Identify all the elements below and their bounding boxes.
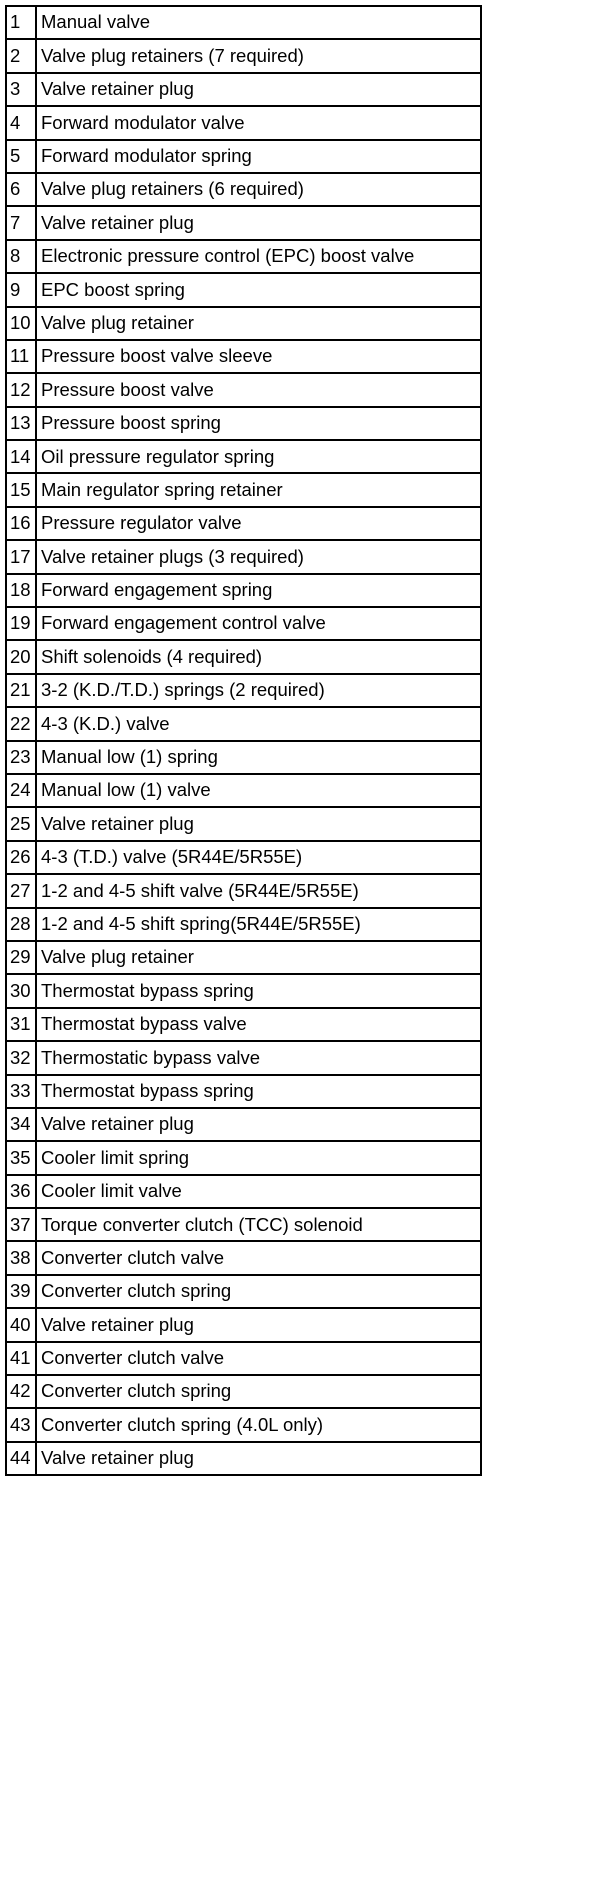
item-description: 4-3 (K.D.) valve: [36, 707, 481, 740]
item-description: Converter clutch spring (4.0L only): [36, 1408, 481, 1441]
table-row: [6, 1375, 481, 1408]
table-row: [6, 73, 481, 106]
item-description: Forward modulator spring: [36, 140, 481, 173]
item-number: 35: [6, 1141, 36, 1174]
item-description: Oil pressure regulator spring: [36, 440, 481, 473]
item-number: 12: [6, 373, 36, 406]
table-row: [6, 1208, 481, 1241]
table-row: [6, 774, 481, 807]
item-description: Cooler limit spring: [36, 1141, 481, 1174]
item-description: Thermostatic bypass valve: [36, 1041, 481, 1074]
parts-table-body: [6, 6, 481, 1475]
item-number: 32: [6, 1041, 36, 1074]
table-row: [6, 340, 481, 373]
table-row: [6, 974, 481, 1007]
item-number: 31: [6, 1008, 36, 1041]
table-row: [6, 1241, 481, 1274]
item-description: Main regulator spring retainer: [36, 473, 481, 506]
table-row: [6, 6, 481, 39]
item-number: 13: [6, 407, 36, 440]
parts-table: [5, 5, 482, 1476]
item-number: 33: [6, 1075, 36, 1108]
item-number: 30: [6, 974, 36, 1007]
table-row: [6, 507, 481, 540]
item-number: 41: [6, 1342, 36, 1375]
item-number: 7: [6, 206, 36, 239]
item-description: 1-2 and 4-5 shift valve (5R44E/5R55E): [36, 874, 481, 907]
item-number: 37: [6, 1208, 36, 1241]
item-number: 23: [6, 741, 36, 774]
table-row: [6, 240, 481, 273]
item-number: 26: [6, 841, 36, 874]
item-description: Electronic pressure control (EPC) boost valve: [36, 240, 481, 273]
item-description: 3-2 (K.D./T.D.) springs (2 required): [36, 674, 481, 707]
item-description: Valve retainer plug: [36, 73, 481, 106]
item-number: 38: [6, 1241, 36, 1274]
item-description: Thermostat bypass spring: [36, 974, 481, 1007]
table-row: [6, 607, 481, 640]
table-row: [6, 874, 481, 907]
table-row: [6, 1108, 481, 1141]
table-row: [6, 1342, 481, 1375]
table-row: [6, 1408, 481, 1441]
item-description: Valve retainer plug: [36, 1442, 481, 1475]
table-row: [6, 39, 481, 72]
table-row: [6, 206, 481, 239]
item-number: 6: [6, 173, 36, 206]
item-number: 25: [6, 807, 36, 840]
item-number: 11: [6, 340, 36, 373]
table-row: [6, 1008, 481, 1041]
item-description: Valve plug retainer: [36, 941, 481, 974]
table-row: [6, 307, 481, 340]
item-description: Valve retainer plug: [36, 807, 481, 840]
item-number: 27: [6, 874, 36, 907]
table-row: [6, 707, 481, 740]
item-number: 24: [6, 774, 36, 807]
item-description: Converter clutch valve: [36, 1241, 481, 1274]
item-description: Converter clutch valve: [36, 1342, 481, 1375]
table-row: [6, 140, 481, 173]
item-number: 43: [6, 1408, 36, 1441]
item-description: Shift solenoids (4 required): [36, 640, 481, 673]
item-description: Valve retainer plug: [36, 206, 481, 239]
item-number: 19: [6, 607, 36, 640]
item-description: Pressure boost valve: [36, 373, 481, 406]
item-description: Cooler limit valve: [36, 1175, 481, 1208]
item-description: 1-2 and 4-5 shift spring(5R44E/5R55E): [36, 908, 481, 941]
item-description: EPC boost spring: [36, 273, 481, 306]
item-number: 5: [6, 140, 36, 173]
table-row: [6, 1175, 481, 1208]
item-number: 4: [6, 106, 36, 139]
table-row: [6, 407, 481, 440]
item-number: 44: [6, 1442, 36, 1475]
item-description: Valve retainer plug: [36, 1108, 481, 1141]
item-number: 20: [6, 640, 36, 673]
item-description: Valve retainer plug: [36, 1308, 481, 1341]
item-description: Valve retainer plugs (3 required): [36, 540, 481, 573]
item-number: 40: [6, 1308, 36, 1341]
table-row: [6, 1442, 481, 1475]
item-description: Pressure regulator valve: [36, 507, 481, 540]
table-row: [6, 1141, 481, 1174]
item-number: 17: [6, 540, 36, 573]
table-row: [6, 473, 481, 506]
item-description: Converter clutch spring: [36, 1275, 481, 1308]
table-row: [6, 574, 481, 607]
item-description: Manual valve: [36, 6, 481, 39]
table-row: [6, 440, 481, 473]
table-row: [6, 1075, 481, 1108]
table-row: [6, 908, 481, 941]
table-row: [6, 540, 481, 573]
item-description: Forward engagement control valve: [36, 607, 481, 640]
table-row: [6, 841, 481, 874]
table-row: [6, 273, 481, 306]
table-row: [6, 373, 481, 406]
item-number: 42: [6, 1375, 36, 1408]
item-number: 18: [6, 574, 36, 607]
item-number: 16: [6, 507, 36, 540]
item-number: 39: [6, 1275, 36, 1308]
item-number: 22: [6, 707, 36, 740]
table-row: [6, 640, 481, 673]
table-row: [6, 1308, 481, 1341]
item-number: 28: [6, 908, 36, 941]
item-description: Manual low (1) spring: [36, 741, 481, 774]
item-number: 15: [6, 473, 36, 506]
table-row: [6, 941, 481, 974]
item-number: 21: [6, 674, 36, 707]
item-description: Thermostat bypass valve: [36, 1008, 481, 1041]
item-number: 36: [6, 1175, 36, 1208]
item-description: Converter clutch spring: [36, 1375, 481, 1408]
item-number: 10: [6, 307, 36, 340]
table-row: [6, 674, 481, 707]
item-description: Forward engagement spring: [36, 574, 481, 607]
item-number: 1: [6, 6, 36, 39]
table-row: [6, 173, 481, 206]
item-number: 9: [6, 273, 36, 306]
item-description: Valve plug retainers (6 required): [36, 173, 481, 206]
item-number: 3: [6, 73, 36, 106]
item-description: Thermostat bypass spring: [36, 1075, 481, 1108]
item-description: Forward modulator valve: [36, 106, 481, 139]
table-row: [6, 1041, 481, 1074]
item-description: Pressure boost valve sleeve: [36, 340, 481, 373]
item-number: 29: [6, 941, 36, 974]
item-description: 4-3 (T.D.) valve (5R44E/5R55E): [36, 841, 481, 874]
table-row: [6, 106, 481, 139]
item-number: 34: [6, 1108, 36, 1141]
item-description: Manual low (1) valve: [36, 774, 481, 807]
item-description: Pressure boost spring: [36, 407, 481, 440]
item-description: Valve plug retainer: [36, 307, 481, 340]
item-description: Torque converter clutch (TCC) solenoid: [36, 1208, 481, 1241]
item-number: 14: [6, 440, 36, 473]
table-row: [6, 807, 481, 840]
item-number: 8: [6, 240, 36, 273]
table-row: [6, 741, 481, 774]
table-row: [6, 1275, 481, 1308]
item-number: 2: [6, 39, 36, 72]
item-description: Valve plug retainers (7 required): [36, 39, 481, 72]
